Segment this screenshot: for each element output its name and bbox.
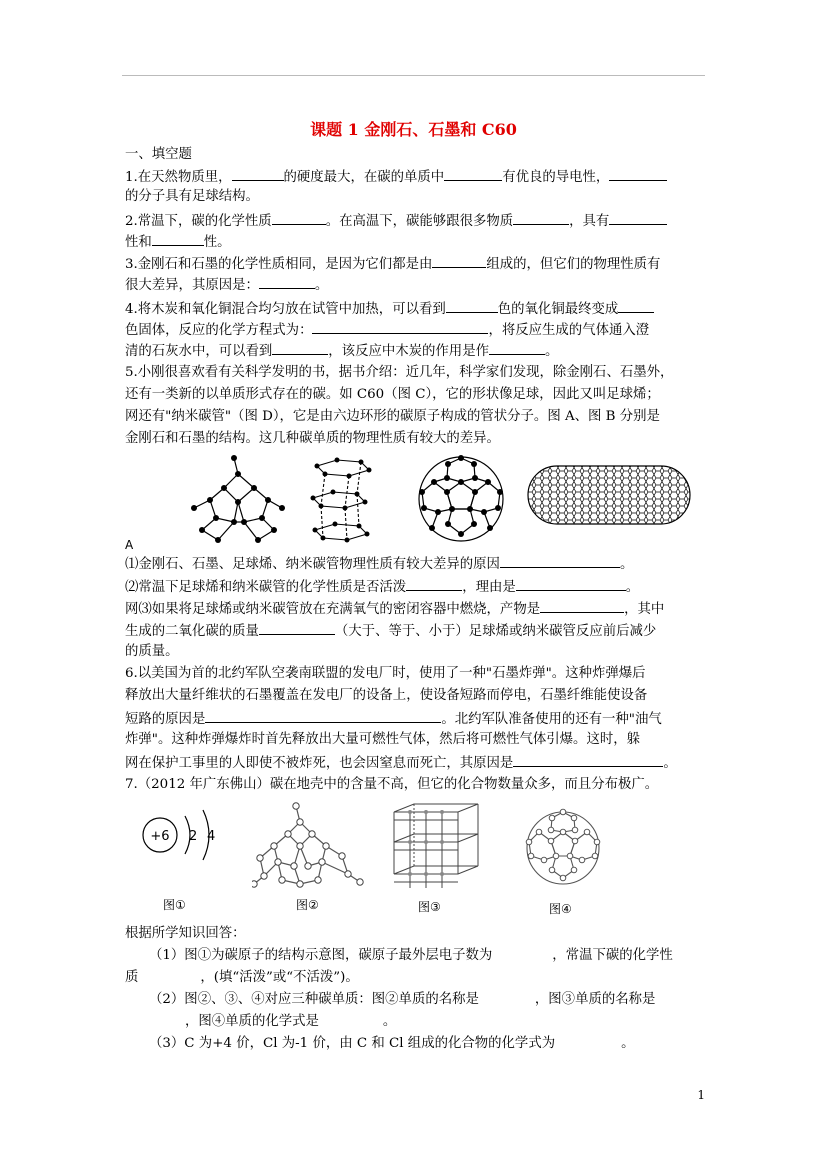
page-title: 课题 1 金刚石、石墨和 C60 — [310, 120, 517, 139]
q5-sub3-line1: 网⑶如果将足球烯或纳米碳管放在充满氧气的密闭容器中燃烧，产物是 ，其中 — [125, 598, 715, 620]
blank[interactable] — [513, 752, 663, 767]
q5-line2: 还有一类新的以单质形式存在的碳。如 C60（图 C），它的形状像足球，因此又叫足球烯； — [125, 387, 660, 402]
nanotube-structure-figure — [526, 464, 692, 526]
atom-nucleus-label: +6 — [150, 829, 170, 844]
q7-part2-line2: ，图④单质的化学式是 。 — [185, 1014, 397, 1029]
blank[interactable] — [312, 319, 488, 334]
q7-part1-line2: 质 ，(填“活泼”或“不活泼”)。 — [125, 970, 359, 985]
atom-shell1-electrons: 2 — [189, 829, 198, 844]
blank[interactable] — [609, 166, 667, 181]
q7-line1: 7.（2012 年广东佛山）碳在地壳中的含量不高，但它的化合物数量众多，而且分布极广。 — [125, 777, 659, 792]
blank[interactable] — [406, 576, 462, 591]
figure-4-caption: 图④ — [549, 902, 572, 916]
atom-shell2-electrons: 4 — [207, 829, 216, 844]
blank[interactable] — [259, 620, 335, 635]
q4-line3: 清的石灰水中，可以看到 ，该反应中木炭的作用是作 。 — [125, 340, 715, 362]
diamond-structure-figure — [188, 452, 288, 544]
figure-2-caption: 图② — [296, 898, 319, 912]
figure-1-caption: 图① — [163, 898, 186, 912]
blank[interactable] — [618, 298, 654, 313]
q5-sub2: ⑵常温下足球烯和纳米碳管的化学性质是否活泼 ，理由是 。 — [125, 576, 715, 598]
figure-label: A — [125, 538, 134, 552]
q4-line2: 色固体，反应的化学方程式为： ，将反应生成的气体通入澄 — [125, 319, 715, 341]
q5-sub3-line2: 生成的二氧化碳的质量 （大于、等于、小于）足球烯或纳米碳管反应前后减少 — [125, 620, 715, 642]
blank[interactable] — [540, 598, 624, 613]
c60-structure-figure — [414, 452, 508, 546]
blank[interactable] — [232, 166, 284, 181]
blank[interactable] — [446, 298, 498, 313]
blank[interactable] — [432, 253, 486, 268]
q2-line1: 2.常温下，碳的化学性质 。在高温下，碳能够跟很多物质 ，具有 — [125, 210, 715, 232]
q5-line1: 5.小刚很喜欢看有关科学发明的书，据书介绍：近几年，科学家们发现，除金刚石、石墨外， — [125, 365, 674, 380]
q7-part3: （3）C 为+4 价，Cl 为-1 价，由 C 和 Cl 组成的化合物的化学式为 。 — [149, 1036, 635, 1051]
blank[interactable] — [205, 708, 441, 723]
q7-part1-line1: （1）图①为碳原子的结构示意图，碳原子最外层电子数为 ，常温下碳的化学性 — [149, 948, 673, 963]
blank[interactable] — [444, 166, 502, 181]
graphite-layers-figure — [388, 802, 484, 894]
section-heading: 一、填空题 — [125, 147, 192, 162]
q6-line3: 短路的原因是 。北约军队准备使用的还有一种"油气 — [125, 708, 715, 730]
q6-line5: 网在保护工事里的人即使不被炸死，也会因窒息而死亡，其原因是 。 — [125, 752, 715, 774]
q2-line2: 性和 性。 — [125, 231, 715, 253]
q4-line1: 4.将木炭和氧化铜混合均匀放在试管中加热，可以看到 色的氧化铜最终变成 — [125, 298, 715, 320]
blank[interactable] — [259, 274, 315, 289]
blank[interactable] — [489, 340, 545, 355]
header-rule — [122, 75, 705, 76]
page-number: 1 — [697, 1088, 705, 1102]
figure-3-caption: 图③ — [418, 900, 441, 914]
q1-line2: 的分子具有足球结构。 — [125, 189, 259, 204]
blank[interactable] — [272, 340, 328, 355]
q5-sub3-line3: 的质量。 — [125, 644, 179, 659]
blank[interactable] — [516, 576, 626, 591]
q5-line4: 金刚石和石墨的结构。这几种碳单质的物理性质有较大的差异。 — [125, 431, 500, 446]
q6-line2: 释放出大量纤维状的石墨覆盖在发电厂的设备上，使设备短路而停电，石墨纤维能使设备 — [125, 688, 648, 703]
q7-intro: 根据所学知识回答： — [125, 926, 246, 941]
blank[interactable] — [609, 210, 667, 225]
q6-line4: 炸弹"。这种炸弹爆炸时首先释放出大量可燃性气体，然后将可燃性气体引爆。这时，躲 — [125, 732, 640, 747]
q5-sub1: ⑴金刚石、石墨、足球烯、纳米碳管物理性质有较大差异的原因 。 — [125, 553, 715, 575]
q3-line1: 3.金刚石和石墨的化学性质相同，是因为它们都是由 组成的，但它们的物理性质有 — [125, 253, 715, 275]
carbon-atom-diagram — [135, 808, 245, 890]
blank[interactable] — [500, 553, 620, 568]
q3-line2: 很大差异，其原因是： 。 — [125, 274, 715, 296]
blank[interactable] — [272, 210, 326, 225]
q5-line3: 网还有"纳米碳管"（图 D），它是由六边环形的碳原子构成的管状分子。图 A、图 B 分别是 — [125, 409, 660, 424]
c60-ball-stick-figure — [522, 806, 604, 890]
blank[interactable] — [513, 210, 569, 225]
q6-line1: 6.以美国为首的北约军队空袭南联盟的发电厂时，使用了一种"石墨炸弹"。这种炸弹爆后 — [125, 666, 646, 681]
q1-line1: 1.在天然物质里， 的硬度最大，在碳的单质中 有优良的导电性， — [125, 166, 715, 188]
blank[interactable] — [152, 231, 204, 246]
q7-part2-line1: （2）图②、③、④对应三种碳单质：图②单质的名称是 ，图③单质的名称是 — [149, 992, 656, 1007]
diamond-ball-stick-figure — [252, 800, 364, 892]
